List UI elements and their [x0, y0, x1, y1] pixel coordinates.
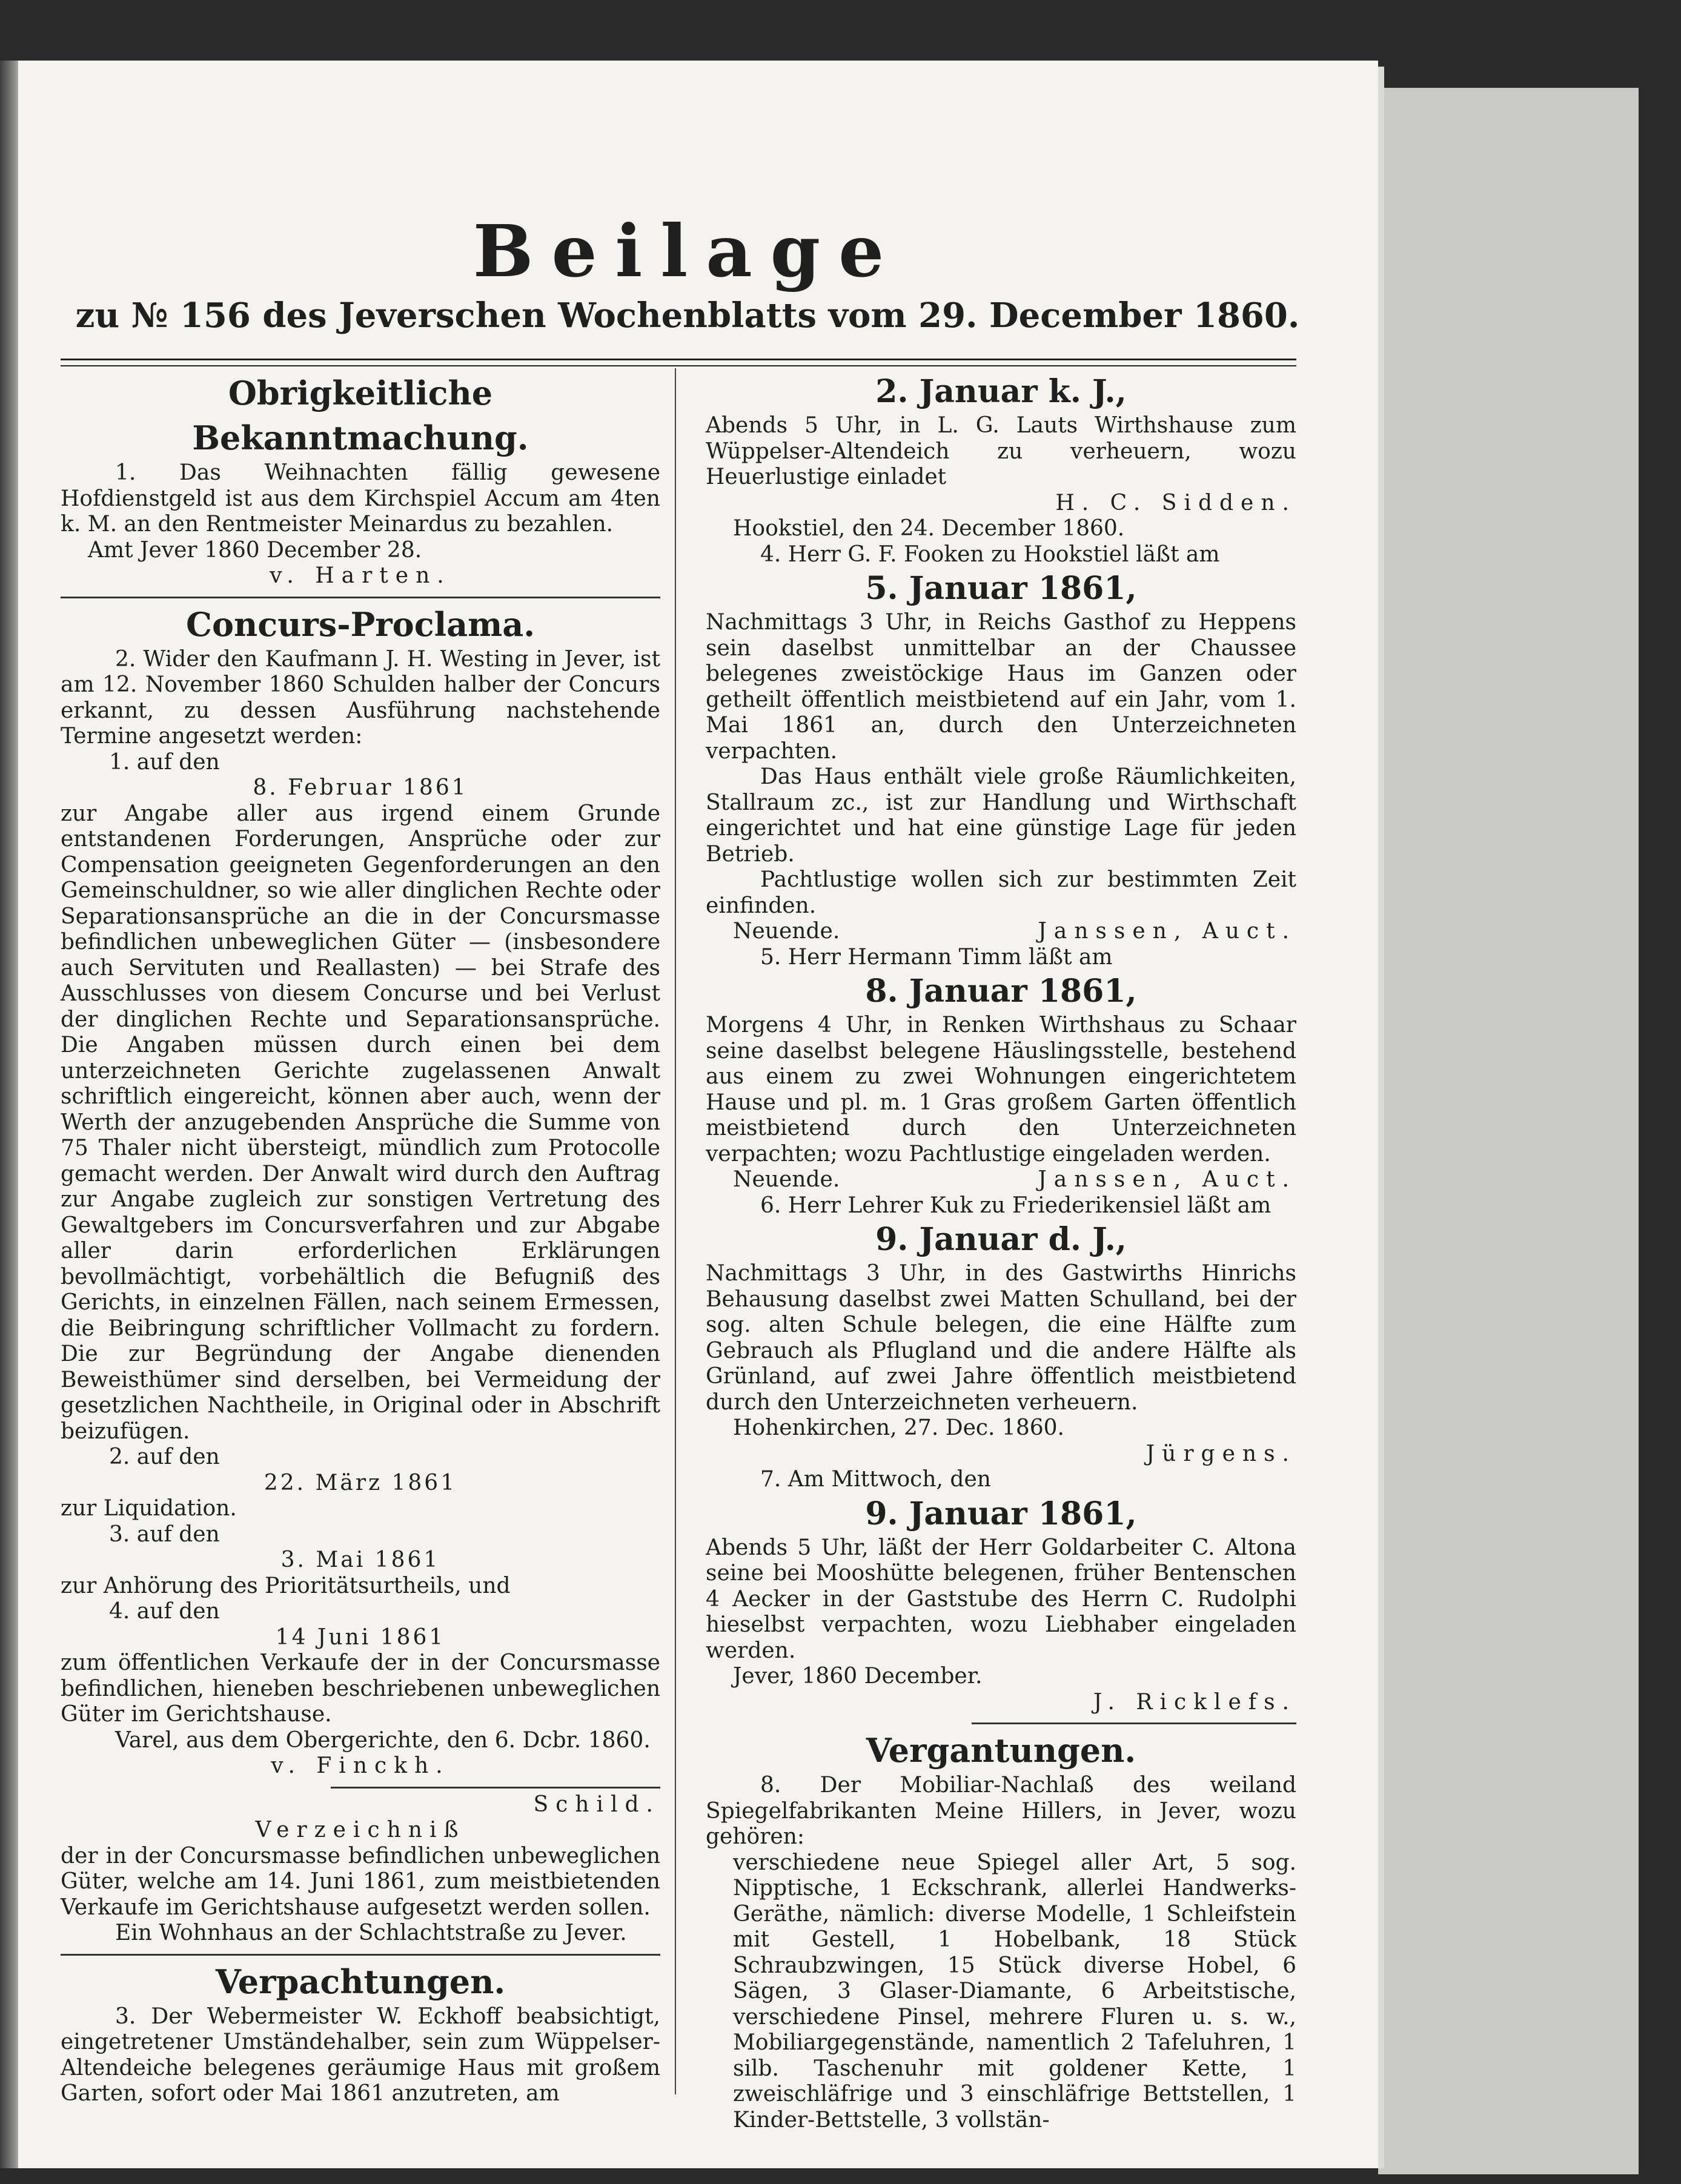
- notice-d-dateline: Hohenkirchen, 27. Dec. 1860.: [733, 1415, 1064, 1440]
- heading-obrigkeitliche: Obrigkeitliche Bekanntmachung.: [192, 374, 529, 457]
- heading-concurs: Concurs-Proclama.: [185, 604, 535, 644]
- notice-dateline: Amt Jever 1860 December 28.: [88, 537, 422, 563]
- concurs-intro: 2. Wider den Kaufmann J. H. Westing in Jever, ist am 12. November 1860 Schulden halber der Concurs erkannt, zu dessen Ausführung nachstehende Termine angesetzt werden:: [61, 646, 660, 749]
- term-4-body: zum öffentlichen Verkaufe der in der Concursmasse befindlichen, hieneben beschriebenen unbeweglichen Güter im Gerichtshause.: [61, 1650, 660, 1727]
- notice-signature: v. Harten.: [270, 563, 451, 588]
- notice-e-body: Abends 5 Uhr, läßt der Herr Goldarbeiter C. Altona seine bei Mooshütte belegenen, früher Bentenschen 4 Aecker in der Gaststube des Herrn C. Rudolphi hieselbst verpachten, wozu Liebhaber eingeladen werden.: [706, 1535, 1296, 1663]
- date-2-januar: 2. Januar k. J.,: [875, 373, 1127, 410]
- masthead-rule: [61, 359, 1296, 366]
- left-column: [61, 371, 660, 2107]
- notice-e-intro: 7. Am Mittwoch, den: [760, 1467, 991, 1492]
- notice-b-body: Nachmittags 3 Uhr, in Reichs Gasthof zu Heppens sein daselbst unmittelbar an der Chaussee belegenes zweistöckige Haus im Ganzen oder getheilt öffentlich meistbietend auf ein Jahr, vom 1. Mai 1861 an, durch den Unterzeichneten verpachten.: [706, 610, 1296, 764]
- notice-a-signature: H. C. Sidden.: [1055, 490, 1296, 515]
- notice-d-signature: Jürgens.: [1146, 1441, 1296, 1466]
- signature-rule: [331, 1787, 661, 1789]
- term-4-label: 4. auf den: [109, 1599, 220, 1624]
- section-rule: [61, 1954, 660, 1956]
- notice-b-signature-row: [706, 919, 1296, 945]
- term-2-body: zur Liquidation.: [61, 1496, 237, 1521]
- concurs-signature-2: Schild.: [533, 1792, 660, 1817]
- notice-e-signature: J. Ricklefs.: [1093, 1689, 1296, 1715]
- date-5-januar: 5. Januar 1861,: [865, 570, 1137, 607]
- term-4-date: 14 Juni 1861: [275, 1624, 446, 1650]
- term-1-date: 8. Februar 1861: [253, 775, 468, 800]
- notice-c-signature-row: [706, 1167, 1296, 1193]
- notice-c-intro: 5. Herr Hermann Timm läßt am: [760, 944, 1113, 970]
- notice-c-place: Neuende.: [733, 1167, 840, 1192]
- column-divider: [675, 368, 676, 2094]
- notice-b-intro: 4. Herr G. F. Fooken zu Hookstiel läßt am: [760, 541, 1220, 567]
- concurs-dateline: Varel, aus dem Obergerichte, den 6. Dcbr. 1860.: [115, 1727, 651, 1753]
- page-edge-stack: [1378, 88, 1639, 2174]
- vergantung-body: 8. Der Mobiliar-Nachlaß des weiland Spiegelfabrikanten Meine Hillers, in Jever, wozu gehören:: [706, 1773, 1296, 1849]
- date-9-januar-1861: 9. Januar 1861,: [865, 1495, 1137, 1532]
- notice-a-body: Abends 5 Uhr, in L. G. Lauts Wirthshause zum Wüppelser-Altendeich zu verheuern, wozu Heuerlustige einladet: [706, 413, 1296, 489]
- date-9-januar-dj: 9. Januar d. J.,: [875, 1221, 1127, 1258]
- vergantung-list: verschiedene neue Spiegel aller Art, 5 sog. Nipptische, 1 Eckschrank, allerlei Handwerks-Geräthe, nämlich: diverse Modelle, 1 Schleifstein mit Gestell, 1 Hobelbank, 18 Stück Schraubzwingen, 15 Stück diverse Hobel, 6 Sägen, 3 Glaser-Diamante, 6 Arbeitstische, verschiedene Pinsel, mehrere Fluren u. s. w., Mobiliargegenstände, namentlich 2 Tafeluhren, 1 silb. Taschenuhr mit goldener Kette, 1 zweischläfrige und 3 einschläfrige Bettstellen, 1 Kinder-Bettstelle, 3 vollstän-: [733, 1850, 1296, 2133]
- notice-b-signature: Janssen, Auct.: [1038, 919, 1296, 944]
- masthead-title: Beilage: [472, 209, 903, 293]
- notice-b-body-3: Pachtlustige wollen sich zur bestimmten Zeit einfinden.: [706, 867, 1296, 918]
- notice-b-place: Neuende.: [733, 919, 840, 944]
- section-rule: [61, 597, 660, 598]
- date-8-januar: 8. Januar 1861,: [865, 973, 1137, 1010]
- term-1-body: zur Angabe aller aus irgend einem Grunde entstandenen Forderungen, Ansprüche oder zur Compensation geeigneten Gegenforderungen an den Gemeinschuldner, so wie aller dinglichen Rechte oder Separationsansprüche an die in der Concursmasse befindlichen unbeweglichen Güter — (insbesondere auch Servituten und Reallasten) — bei Strafe des Ausschlusses von diesem Concurse und bei Verlust der dinglichen Rechte und Separationsansprüche. Die Angaben müssen durch einen bei dem unterzeichneten Gerichte zugelassenen Anwalt schriftlich eingereicht, können aber auch, wenn der Werth der anzugebenden Ansprüche die Summe von 75 Thaler nicht übersteigt, mündlich zum Protocolle gemacht werden. Der Anwalt wird durch den Auftrag zur Angabe zugleich zur sonstigen Vertretung des Gewaltgebers im Concursverfahren und zur Abgabe aller darin erforderlichen Erklärungen bevollmächtigt, vorbehältlich die Befugniß des Gerichts, in einzelnen Fällen, nach seinem Ermessen, die Beibringung schriftlicher Vollmacht zu fordern. Die zur Begründung der Angabe dienenden Beweisthümer sind derselben, bei Vermeidung der gesetzlichen Nachtheile, in Original oder in Abschrift beizufügen.: [61, 801, 660, 1444]
- notice-c-signature: Janssen, Auct.: [1038, 1167, 1296, 1192]
- notice-e-dateline: Jever, 1860 December.: [733, 1664, 983, 1689]
- term-3-date: 3. Mai 1861: [280, 1547, 440, 1572]
- verzeichnis-item: Ein Wohnhaus an der Schlachtstraße zu Jever.: [115, 1921, 627, 1945]
- masthead-subtitle: zu № 156 des Jeverschen Wochenblatts vom 29. December 1860.: [75, 296, 1300, 336]
- right-column: [706, 371, 1296, 2133]
- heading-verpachtungen: Verpachtungen.: [215, 1962, 506, 2001]
- notice-d-intro: 6. Herr Lehrer Kuk zu Friederikensiel läßt am: [760, 1193, 1272, 1218]
- concurs-signature-1: v. Finckh.: [271, 1753, 450, 1778]
- term-3-body: zur Anhörung des Prioritätsurtheils, und: [61, 1573, 511, 1598]
- notice-d-body: Nachmittags 3 Uhr, in des Gastwirths Hinrichs Behausung daselbst zwei Matten Schulland, bei der sog. alten Schule belegen, die eine Hälfte zum Gebrauch als Pflugland und die andere Hälfte als Grünland, auf zwei Jahre öffentlich meistbietend durch den Unterzeichneten verheuern.: [706, 1261, 1296, 1415]
- notice-b-body-2: Das Haus enthält viele große Räumlichkeiten, Stallraum zc., ist zur Handlung und Wirthschaft eingerichtet und hat eine günstige Lage für jeden Betrieb.: [706, 764, 1296, 867]
- verzeichnis-body: der in der Concursmasse befindlichen unbeweglichen Güter, welche am 14. Juni 1861, zum meistbietenden Verkaufe im Gerichtshause aufgesetzt werden sollen.: [61, 1843, 660, 1920]
- term-2-label: 2. auf den: [109, 1444, 220, 1469]
- notice-c-body: Morgens 4 Uhr, in Renken Wirthshaus zu Schaar seine daselbst belegene Häuslingsstelle, bestehend aus einem zu zwei Wohnungen eingerichtetem Hause und pl. m. 1 Gras großem Garten öffentlich meistbietend durch den Unterzeichneten verpachten; wozu Pachtlustige eingeladen werden.: [706, 1013, 1296, 1166]
- masthead: [55, 209, 1321, 337]
- heading-vergantungen: Vergantungen.: [866, 1731, 1136, 1770]
- verzeichnis-title: Verzeichniß: [255, 1818, 466, 1842]
- notice-a-dateline: Hookstiel, den 24. December 1860.: [733, 516, 1125, 541]
- term-3-label: 3. auf den: [109, 1521, 220, 1547]
- verpachtung-3-body: 3. Der Webermeister W. Eckhoff beabsichtigt, eingetretener Umständehalber, sein zum Wüppelser-Altendeiche belegenes geräumige Haus mit großem Garten, sofort oder Mai 1861 anzutreten, am: [61, 2004, 660, 2106]
- signature-rule: [972, 1722, 1296, 1724]
- term-1-label: 1. auf den: [109, 749, 220, 775]
- notice-body: 1. Das Weihnachten fällig gewesene Hofdienstgeld ist aus dem Kirchspiel Accum am 4ten k. M. an den Rentmeister Meinardus zu bezahlen.: [61, 460, 660, 537]
- term-2-date: 22. März 1861: [264, 1470, 457, 1495]
